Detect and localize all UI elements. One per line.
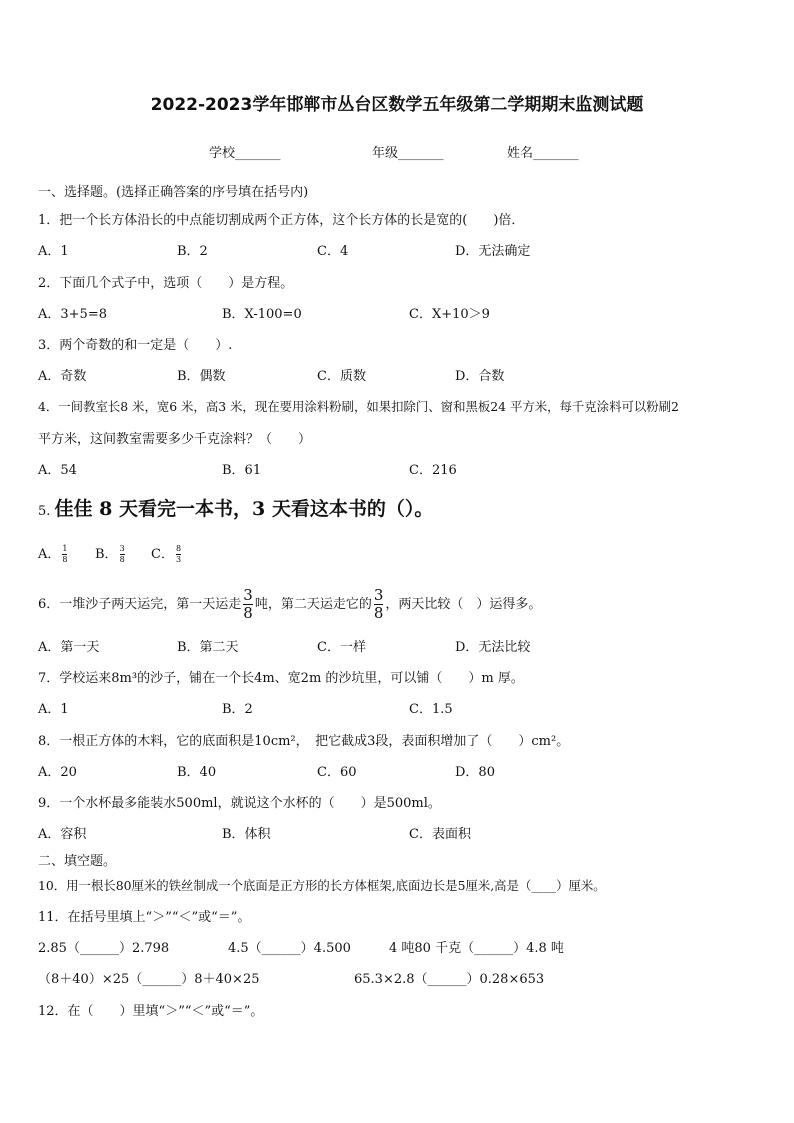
school-field: 学校_______ [209, 146, 281, 161]
fraction: $\frac{3}{8}$ [119, 544, 125, 564]
comparison-item: 2.85（______）2.798 [38, 941, 170, 956]
name-field: 姓名_______ [507, 146, 579, 161]
option-a: A． $\frac{1}{8}$ [38, 544, 68, 564]
question-8: 8．一根正方体的木料，它的底面积是10cm²， 把它截成3段，表面积增加了（ ）cm²。 [38, 734, 570, 749]
option: A．1 [38, 702, 69, 717]
option: A．1 [38, 244, 69, 259]
comparison-item: （8＋40）×25（______）8＋40×25 [38, 972, 260, 987]
option: C．4 [317, 244, 349, 259]
question-4-line-2: 平方米，这间教室需要多少千克涂料？（ ） [38, 432, 312, 447]
option: C．60 [317, 765, 357, 780]
option: A．奇数 [38, 369, 87, 384]
question-1: 1．把一个长方体沿长的中点能切割成两个正方体，这个长方体的长是宽的( )倍． [38, 213, 525, 228]
option-c: C． $\frac{8}{3}$ [151, 544, 182, 564]
option: B．2 [177, 244, 208, 259]
option: A．3+5=8 [38, 307, 107, 322]
fraction: $\frac{3}{8}$ [373, 586, 384, 622]
option: C．质数 [317, 369, 366, 384]
grade-field: 年级_______ [372, 146, 444, 161]
question-10: 10．用一根长80厘米的铁丝制成一个底面是正方形的长方体框架,底面边长是5厘米,高是（____）厘米。 [38, 878, 606, 893]
option: C．一样 [317, 640, 366, 655]
option: A．容积 [38, 827, 87, 842]
option-b: B． $\frac{3}{8}$ [95, 544, 125, 564]
question-2: 2．下面几个式子中，选项（ ）是方程。 [38, 276, 294, 291]
option: B．体积 [222, 827, 271, 842]
question-5-text: 佳佳 8 天看完一本书，3 天看这本书的（）。 [54, 498, 434, 520]
comparison-item: 4.5（______）4.500 [228, 941, 351, 956]
option: B．61 [222, 463, 262, 478]
question-3: 3．两个奇数的和一定是（ ）. [38, 338, 233, 353]
option: D．合数 [455, 369, 505, 384]
comparison-item: 4 吨80 千克（______）4.8 吨 [389, 941, 564, 956]
option: B．2 [222, 702, 253, 717]
comparison-item: 65.3×2.8（______）0.28×653 [354, 972, 545, 987]
fraction: $\frac{3}{8}$ [243, 586, 253, 622]
option: A．20 [38, 765, 77, 780]
question-7: 7．学校运来8m³的沙子，铺在一个长4m、宽2m 的沙坑里，可以铺（ ）m 厚。 [38, 671, 524, 686]
fraction: $\frac{8}{3}$ [175, 544, 182, 564]
option: D．无法比较 [455, 640, 531, 655]
option: B．第二天 [177, 640, 239, 655]
question-6: 6．一堆沙子两天运完，第一天运走 $\frac{3}{8}$ 吨，第二天运走它的 $\frac{3}{8}$ ，两天比较（ ）运得多。 [38, 586, 542, 622]
question-4-line-1: 4．一间教室长8 米，宽6 米，高3 米，现在要用涂料粉刷，如果扣除门、窗和黑板24 平方米，每千克涂料可以粉刷2 [38, 399, 679, 414]
section-heading: 二、填空题。 [38, 854, 117, 869]
option: C．216 [409, 463, 457, 478]
question-5 [38, 494, 433, 521]
fraction: $\frac{1}{8}$ [62, 544, 68, 564]
option: C．1.5 [409, 702, 453, 717]
option: A．54 [38, 463, 77, 478]
option: B．40 [177, 765, 217, 780]
question-11: 11．在括号里填上“＞”“＜”或“＝”。 [38, 910, 251, 925]
question-number: 5. [38, 504, 51, 519]
question-9: 9．一个水杯最多能装水500ml，就说这个水杯的（ ）是500ml。 [38, 796, 441, 811]
page-title: 2022-2023学年邯郸市丛台区数学五年级第二学期期末监测试题 [150, 95, 644, 115]
option: D．无法确定 [455, 244, 531, 259]
option: C．表面积 [409, 827, 471, 842]
option: C．X+10＞9 [409, 307, 490, 322]
option: A．第一天 [38, 640, 100, 655]
option: B．偶数 [177, 369, 226, 384]
section-heading: 一、选择题。(选择正确答案的序号填在括号内) [38, 185, 309, 200]
option: B．X-100=0 [222, 307, 302, 322]
option: D．80 [455, 765, 495, 780]
question-12: 12．在（ ）里填“＞”“＜”或“＝”。 [38, 1004, 264, 1019]
